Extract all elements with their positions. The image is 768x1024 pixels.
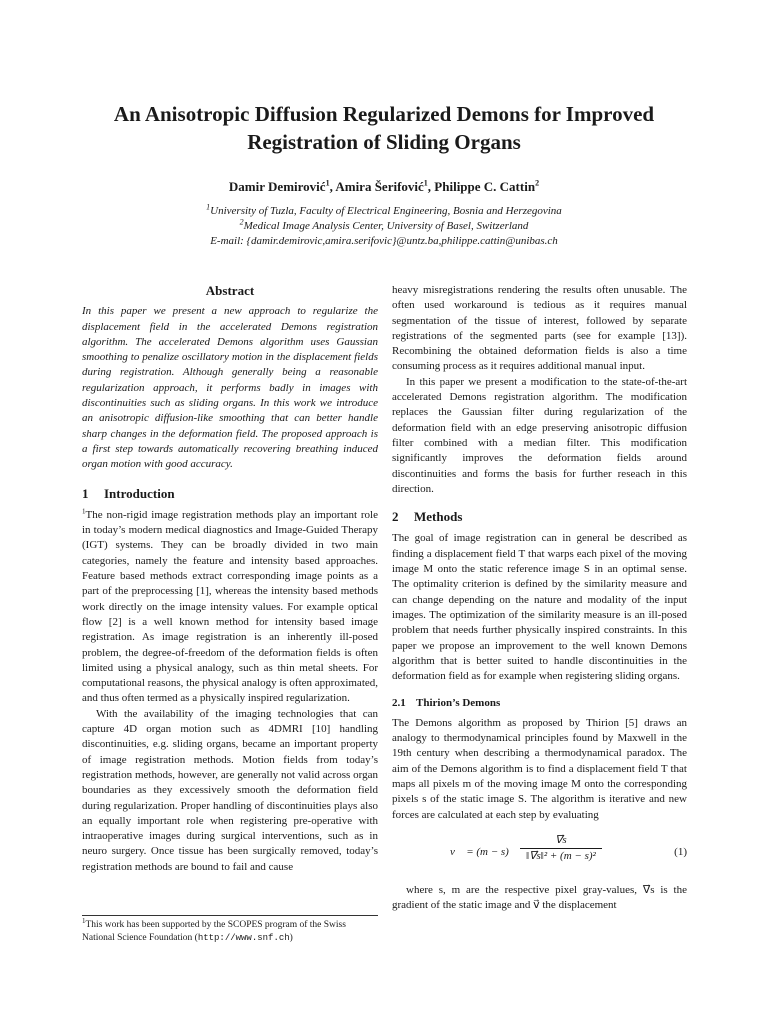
affiliation-marker: 2 <box>239 217 244 227</box>
intro-paragraph-2: With the availability of the imaging technologies that can capture 4D organ motion such as 4DMRI [10] handling discontinuities, e.g. sliding organs, became an important property of image registration methods. Motion fields from today’s registration methods, however, are generally not valid across organ boundaries as they excessively smooth the deformation field during regularization. Proper handling of discontinuities plays also an equally important role when registering pre-operative with intraoperative images during surgical interventions, such as in neuro surgery. Once tissue has been surgically removed, today’s registration methods are bound to fail and cause <box>82 707 378 873</box>
abstract-heading: Abstract <box>205 283 255 298</box>
abstract-text: In this paper we present a new approach to regularize the displacement field in the accelerated Demons registration algorithm. The accelerated Demons algorithm uses Gaussian smoothing to penalize oscillatory motion in the displacement fields during registration. Although generally being a reasonable regularization approach, it performs badly in images with discontinuities such as sliding organs. In this work we introduce an anisotropic diffusion-like smoothing that can better handle sharp changes in the deformation field. The proposed approach is a first step towards automatically recovering breathing induced organ motion with good accuracy. <box>82 305 378 471</box>
intro-paragraph-2-continued: heavy misregistrations rendering the results often unusable. The often used workaround is tedious as it requires manual segmentation of the tissue of interest, followed by separate registrations of the segmented parts (see for example [13]). Recombining the obtained deformation fields is also a time consuming process as it requires additional manual input. <box>392 284 687 373</box>
author-email: E-mail: {damir.demirovic,amira.serifovic}@untz.ba,philippe.cattin@unibas.ch <box>210 235 558 247</box>
subsection-number: 2.1 <box>392 697 406 710</box>
footnote <box>82 915 378 945</box>
intro-paragraph-3: In this paper we present a modification to the state-of-the-art accelerated Demons registration algorithm. The modification replaces the Gaussian filter during regularization of the deformation field with an edge preserving anisotropic diffusion filter combined with a median filter. This modification significantly improves the deformation fields around discontinuities and forms the basis for further reseach in this direction. <box>392 375 687 495</box>
affiliation-text: Medical Image Analysis Center, University of Basel, Switzerland <box>243 220 529 232</box>
affiliation-1 <box>60 204 708 219</box>
section-heading-methods <box>392 509 687 524</box>
footnote-text-end: ) <box>289 933 293 943</box>
author-list <box>60 179 708 195</box>
footnote-url[interactable]: http://www.snf.ch <box>197 933 290 943</box>
section-number: 1 <box>82 485 89 501</box>
affiliation-2 <box>60 219 708 234</box>
left-column <box>82 283 378 875</box>
affiliation-text: University of Tuzla, Faculty of Electrical Engineering, Bosnia and Herzegovina <box>210 205 562 217</box>
subsection-heading-thirion <box>392 696 687 711</box>
section-number: 2 <box>392 509 399 525</box>
affiliation-marker: 1 <box>423 178 428 188</box>
author-name: Damir Demirović <box>228 179 326 194</box>
equation-number: (1) <box>674 845 687 858</box>
thirion-paragraph-1: The Demons algorithm as proposed by Thirion [5] draws an analogy to thermodynamical principles found by Maxwell in the 19th century when describing a thermodynamical paradox. The aim of the Demons algorithm is to find a displacement field T that maps all pixels m of the moving image M onto the corresponding pixels s of the static image S. The algorithm is iterative and new forces are calculated at each step by evaluating <box>392 716 687 821</box>
author-name: , Philippe C. Cattin <box>427 179 536 194</box>
affiliation-marker: 1 <box>206 202 211 212</box>
author-name: , Amira Šerifović <box>329 179 424 194</box>
paper-title <box>60 100 708 156</box>
intro-paragraph-1 <box>82 508 378 707</box>
affiliation-marker: 2 <box>535 178 540 188</box>
title-line-1: An Anisotropic Diffusion Regularized Demons for Improved <box>113 102 655 126</box>
section-title: Methods <box>414 509 463 525</box>
equation-fraction <box>520 833 602 865</box>
affiliation-marker: 1 <box>325 178 330 188</box>
footnote-marker: 1 <box>82 916 86 925</box>
equation-denominator: ‖∇⃗s‖² + (m − s)² <box>520 848 602 864</box>
affiliations <box>60 204 708 249</box>
section-title: Introduction <box>104 485 175 501</box>
footnote-marker: 1 <box>82 507 86 516</box>
equation-lhs: v⃗ = (m − s) <box>450 845 509 858</box>
paragraph-text: The non-rigid image registration methods play an important role in today’s modern medical diagnostics and Image-Guided Therapy (IGT) systems. They can be broadly divided in two main categories, namely the feature and intensity based approaches. Feature based methods extract corresponding image points as a part of the preprocessing [1], whereas the intensity based methods work directly on the image intensity values. For example optical flow [2] is a well known method for intensity based image registration. As image registration is an inherently ill-posed problem, the degree-of-freedom of the deformation fields is often limited using a physical analogy, such as thin metal sheets. For computational reasons, the physical analogy is often approximated, and thus often termed as a physically inspired regularization. <box>82 508 379 705</box>
methods-paragraph-1: The goal of image registration can in general be described as finding a displacement field T that warps each pixel of the moving image M onto the static reference image S in an optimal sense. The optimality criterion is defined by the similarity measure and can change depending on the nature and modality of the input images. The optimization of the similarity measure is an ill-posed problem that needs further physically inspired constraints. In this paper we propose an improvement to the well known Demons algorithm that is better suited to handle discontinuities in the deformation field as for example when registering sliding organs. <box>392 532 687 683</box>
footnote-text: This work has been supported by the SCOPES program of the Swiss National Science Foundation ( <box>82 920 346 943</box>
title-line-2: Registration of Sliding Organs <box>247 130 521 154</box>
equation-numerator: ∇⃗s <box>555 833 567 846</box>
right-column <box>392 283 687 913</box>
thirion-paragraph-2: where s, m are the respective pixel gray-values, ∇⃗s is the gradient of the static image and v⃗ the displacement <box>392 883 687 912</box>
subsection-title: Thirion’s Demons <box>416 697 501 710</box>
equation-1 <box>392 833 687 875</box>
section-heading-introduction <box>82 486 378 501</box>
